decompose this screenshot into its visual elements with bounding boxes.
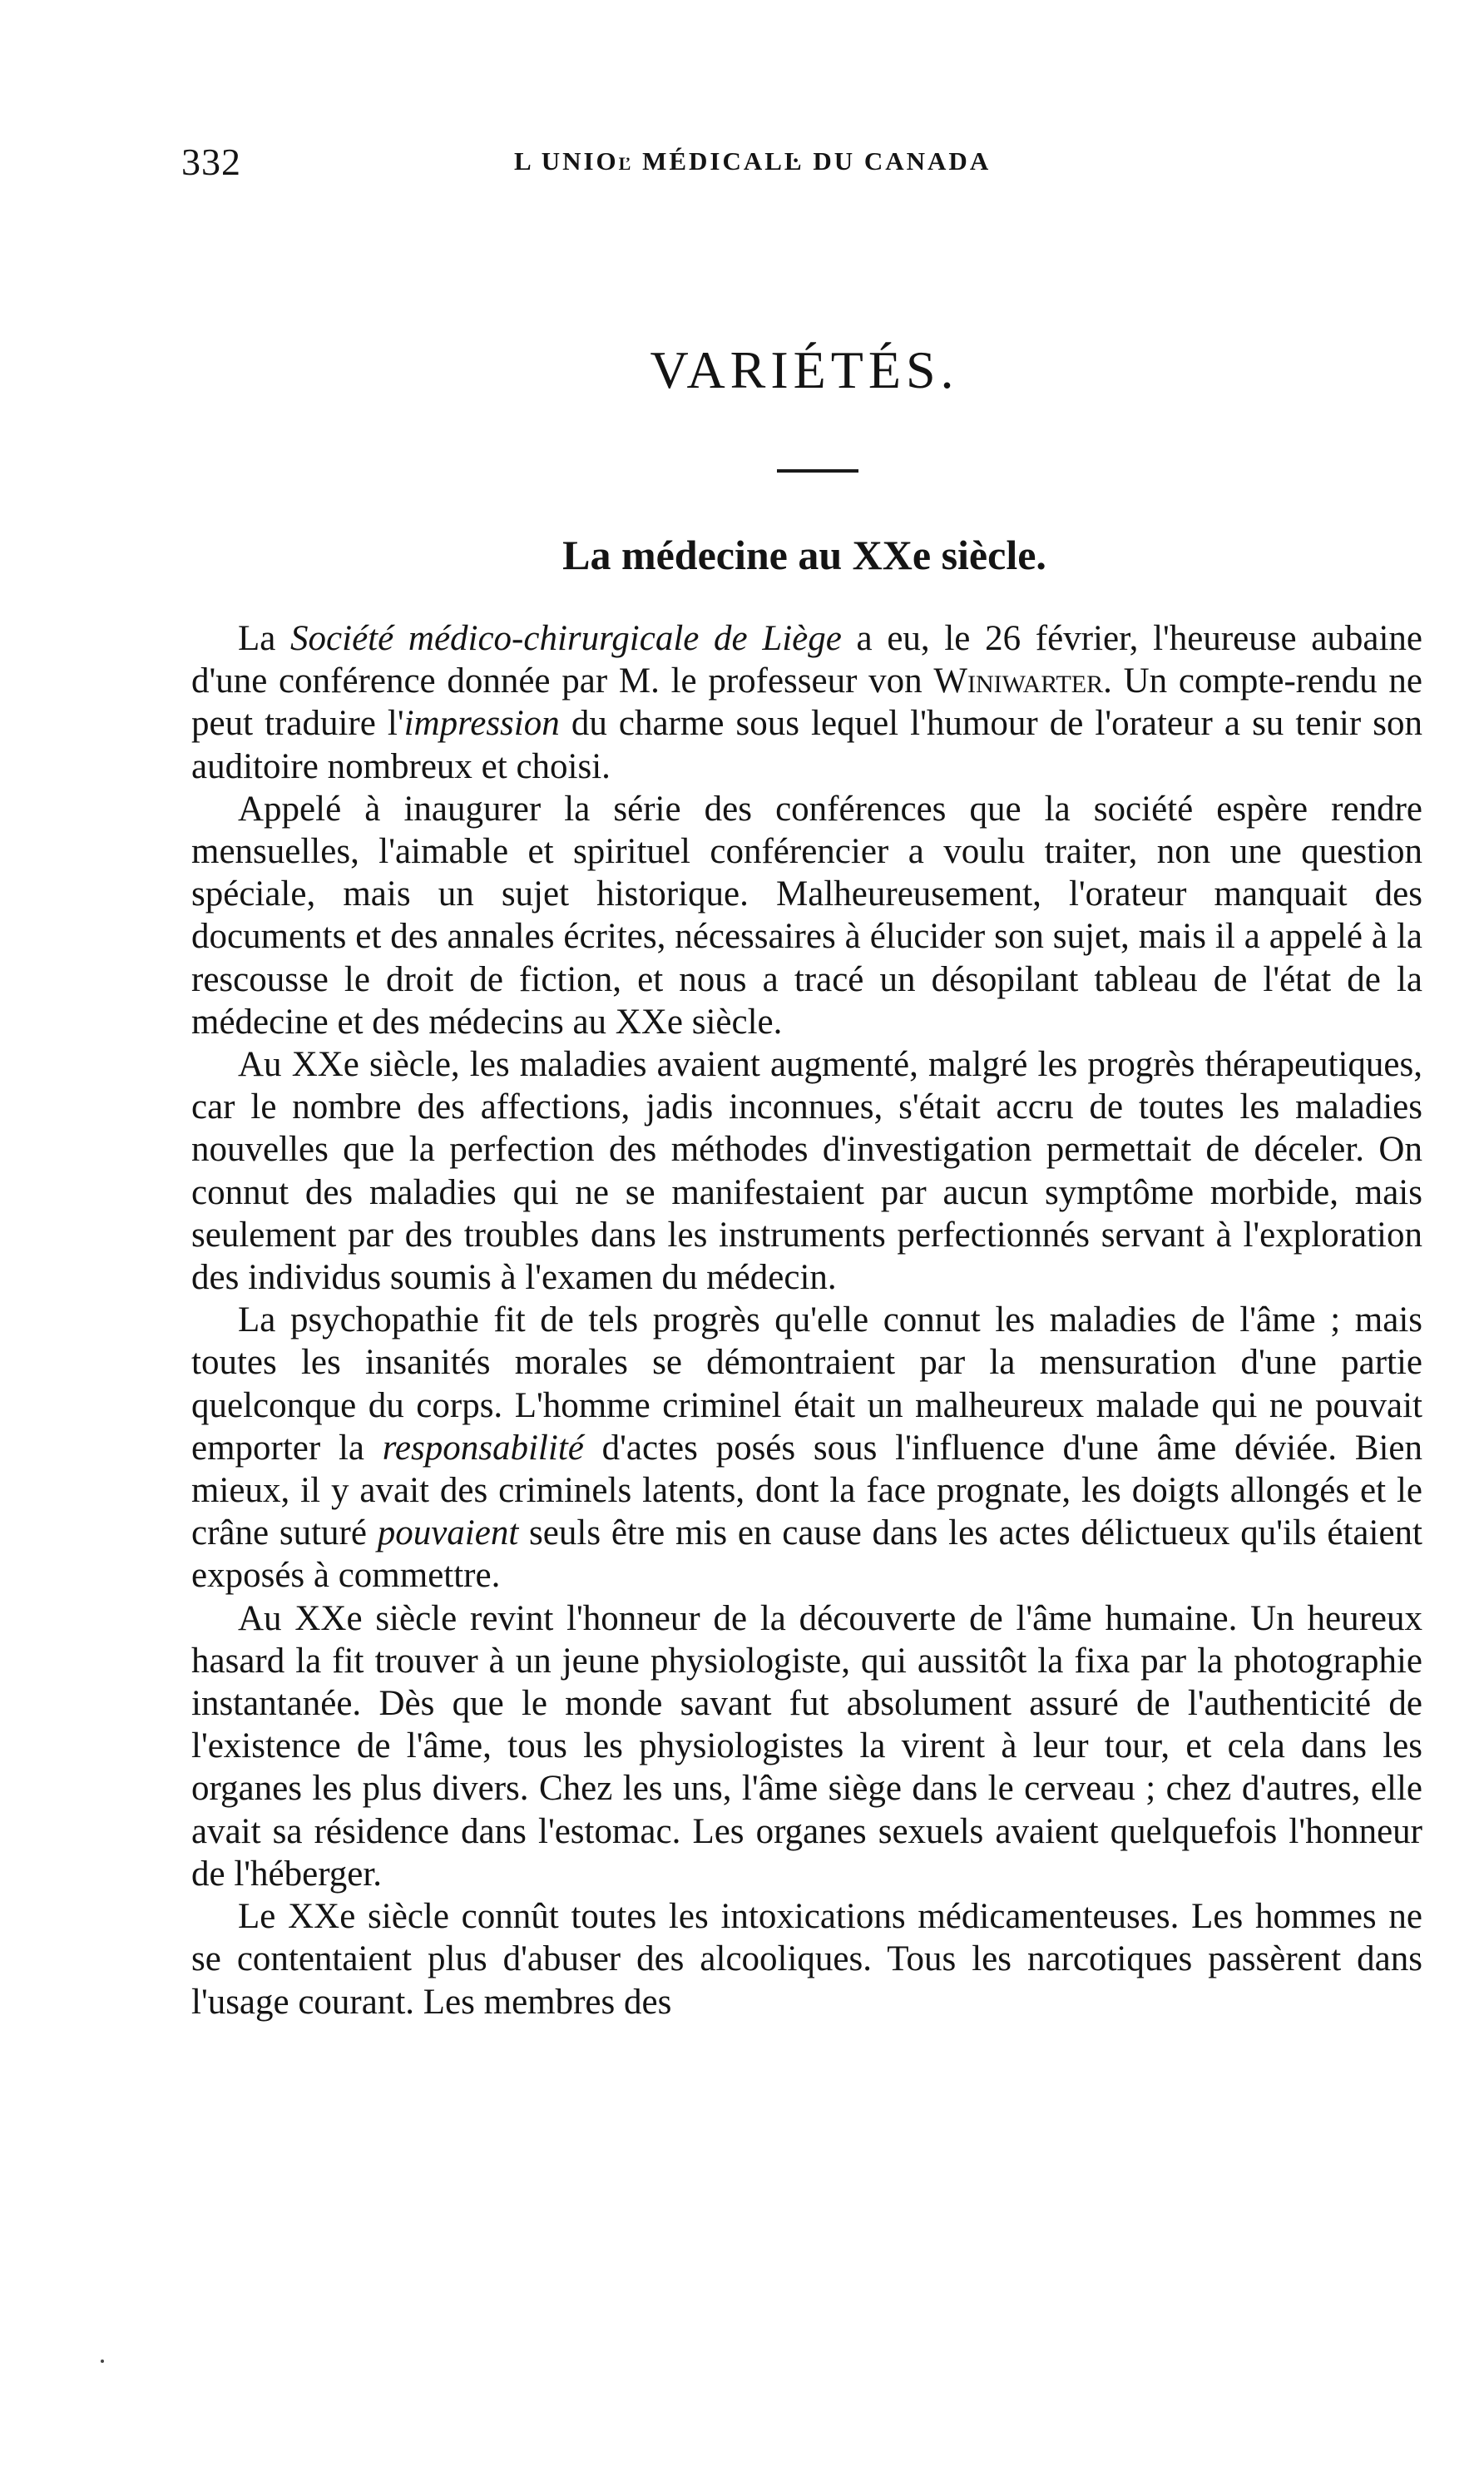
paragraph-1 xyxy=(191,617,1422,788)
paragraph-1-text-d: du charme sous lequel l'humour de l'orateur a su tenir son auditoire nombreux et choisi. xyxy=(191,704,1422,786)
title-rule xyxy=(777,469,858,473)
paragraph-4-text-b: d'actes posés sous l'influence d'une âme déviée. Bien mieux, il y avait des criminels latents, dont la face prognate, les doigts allongés et le crâne suturé xyxy=(191,1428,1422,1553)
responsabilite-italic: responsabilité xyxy=(382,1428,584,1468)
paragraph-1-text-a: La xyxy=(238,619,291,658)
paragraph-3: Au XXe siècle, les maladies avaient augmenté, malgré les progrès thérapeutiques, car le nombre des affections, jadis inconnues, s'était accru de toutes les maladies nouvelles que la perfection des méthodes d'investigation permettait de déceler. On connut des maladies qui ne se manifestaient par aucun symptôme morbide, mais seulement par des troubles dans les instruments perfectionnés servant à l'exploration des individus soumis à l'examen du médecin. xyxy=(191,1045,1422,1298)
paragraph-1-text-b: a eu, le 26 février, l'heureuse aubaine d'une conférence donnée par M. le professeur von xyxy=(191,619,1422,701)
page-number: 332 xyxy=(181,141,241,183)
paragraph-1-text-c: . Un compte-rendu ne peut traduire l' xyxy=(191,661,1422,744)
article-body xyxy=(191,617,1422,2023)
paragraph-6: Le XXe siècle connût toutes les intoxications médicamenteuses. Les hommes ne se contentaient plus d'abuser des alcooliques. Tous les narcotiques passèrent dans l'usage courant. Les membres des xyxy=(191,1897,1422,2022)
scan-speck xyxy=(101,2360,104,2363)
paragraph-2: Appelé à inaugurer la série des conférences que la société espère rendre mensuelles, l'aimable et spirituel conférencier a voulu traiter, non une question spéciale, mais un sujet historique. Malheureusement, l'orateur manquait des documents et des annales écrites, nécessaires à élucider son sujet, mais il a appelé à la rescousse le droit de fiction, et nous a tracé un désopilant tableau de l'état de la médecine et des médecins au XXe siècle. xyxy=(191,789,1422,1042)
society-name: Société médico-chirurgicale de Liège xyxy=(290,619,842,658)
speaker-name: Winiwarter xyxy=(933,661,1104,701)
paragraph-4-text-a: La psychopathie fit de tels progrès qu'elle connut les maladies de l'âme ; mais toutes les insanités morales se démontraient par la mensuration d'une partie quelconque du corps. L'homme criminel était un malheureux malade qui ne pouvait emporter la xyxy=(191,1300,1422,1468)
paragraph-4-text-c: seuls être mis en cause dans les actes délictueux qu'ils étaient exposés à commettre. xyxy=(191,1513,1422,1596)
section-title: VARIÉTÉS. xyxy=(650,340,959,399)
paragraph-5: Au XXe siècle revint l'honneur de la découverte de l'âme humaine. Un heureux hasard la fit trouver à un jeune physiologiste, qui aussitôt la fixa par la photographie instantanée. Dès que le monde savant fut absolument assuré de l'authenticité de l'existence de l'âme, tous les physiologistes la virent à leur tour, et cela dans les organes les plus divers. Chez les uns, l'âme siège dans le cerveau ; chez d'autres, elle avait sa résidence dans l'estomac. Les organes sexuels avaient quelquefois l'honneur de l'héberger. xyxy=(191,1598,1422,1894)
impression-italic: impression xyxy=(403,704,560,744)
paragraph-4 xyxy=(191,1299,1422,1597)
journal-title: L UNIOľ MÉDICALĿ DU CANADA xyxy=(514,146,992,176)
pouvaient-italic: pouvaient xyxy=(377,1513,519,1553)
running-head xyxy=(181,140,1429,181)
article-title: La médecine au XXe siècle. xyxy=(562,532,1046,578)
